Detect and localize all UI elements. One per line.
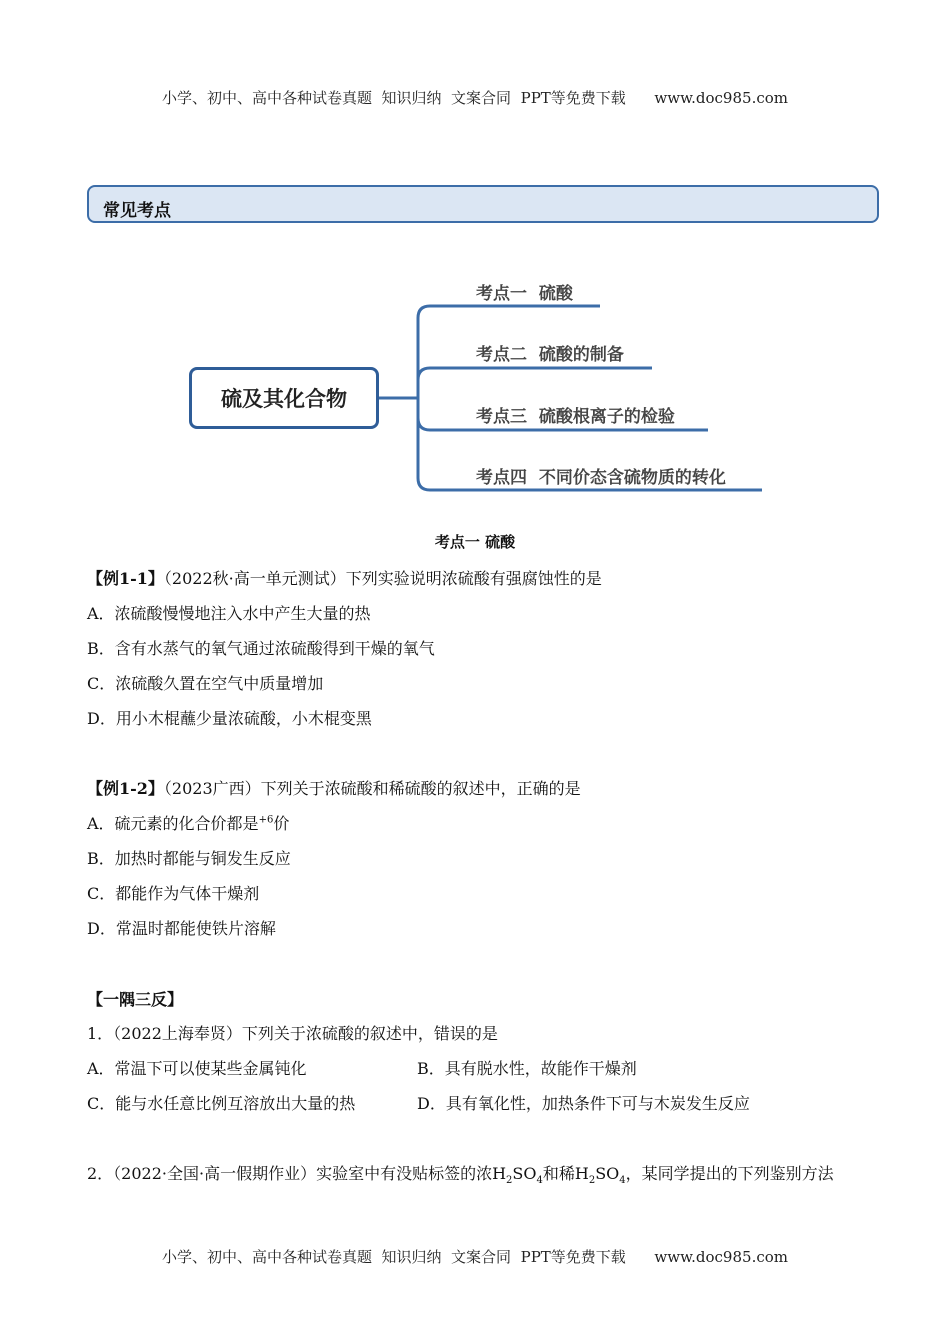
q2-text: SO: [595, 1164, 620, 1183]
mindmap-branch-3: 考点三 硫酸根离子的检验: [476, 407, 675, 427]
example-question: （2022秋·高一单元测试）下列实验说明浓硫酸有强腐蚀性的是: [163, 569, 602, 588]
q2-text: 和稀H: [542, 1164, 589, 1183]
mindmap-root: 硫及其化合物: [189, 367, 379, 429]
option-a: A．常温下可以使某些金属钝化: [87, 1059, 307, 1078]
q2-text: SO: [512, 1164, 537, 1183]
option-c: C．都能作为气体干燥剂: [87, 884, 260, 903]
option-a: [87, 811, 289, 834]
example-1-1-stem: [87, 566, 602, 589]
oxidation-state: +6: [258, 814, 274, 826]
option-b: B．具有脱水性，故能作干燥剂: [417, 1059, 637, 1078]
q2-text: ，某同学提出的下列鉴别方法: [625, 1164, 834, 1183]
mindmap-branch-2: 考点二 硫酸的制备: [476, 345, 624, 365]
subscript: 2: [588, 1175, 596, 1187]
mindmap-branch-1: 考点一 硫酸: [476, 284, 573, 304]
option-d: D．常温时都能使铁片溶解: [87, 919, 276, 938]
option-b: B．含有水蒸气的氧气通过浓硫酸得到干燥的氧气: [87, 639, 435, 658]
mindmap-connectors: [0, 0, 950, 520]
example-tag: 【例1-1】: [87, 569, 164, 588]
option-d: D．用小木棍蘸少量浓硫酸，小木棍变黑: [87, 709, 372, 728]
practice-title: 【一隅三反】: [87, 990, 184, 1009]
section-title: 常见考点: [103, 201, 171, 221]
option-d: D．具有氧化性，加热条件下可与木炭发生反应: [417, 1094, 750, 1113]
page-header: 小学、初中、高中各种试卷真题 知识归纳 文案合同 PPT等免费下载 www.doc985.com: [161, 89, 788, 107]
option-c: C．能与水任意比例互溶放出大量的热: [87, 1094, 356, 1113]
example-tag: 【例1-2】: [87, 779, 164, 798]
topic-title: 考点一 硫酸: [434, 533, 516, 551]
example-question: （2023广西）下列关于浓硫酸和稀硫酸的叙述中，正确的是: [163, 779, 581, 798]
subscript: 2: [506, 1175, 513, 1187]
page-footer: 小学、初中、高中各种试卷真题 知识归纳 文案合同 PPT等免费下载 www.doc985.com: [161, 1248, 788, 1266]
option-text: A．硫元素的化合价都是: [87, 814, 259, 833]
subscript: 4: [536, 1175, 543, 1187]
example-1-2-stem: [87, 776, 581, 799]
option-a: A．浓硫酸慢慢地注入水中产生大量的热: [87, 604, 371, 623]
option-text: 价: [273, 814, 290, 833]
mindmap-branch-4: 考点四 不同价态含硫物质的转化: [476, 468, 726, 488]
option-c: C．浓硫酸久置在空气中质量增加: [87, 674, 324, 693]
practice-q1-stem: 1．（2022上海奉贤）下列关于浓硫酸的叙述中，错误的是: [87, 1024, 498, 1043]
option-b: B．加热时都能与铜发生反应: [87, 849, 291, 868]
q2-text: 2．（2022·全国·高一假期作业）实验室中有没贴标签的浓H: [87, 1164, 507, 1183]
subscript: 4: [619, 1175, 626, 1187]
practice-q2-stem: [87, 1161, 834, 1186]
